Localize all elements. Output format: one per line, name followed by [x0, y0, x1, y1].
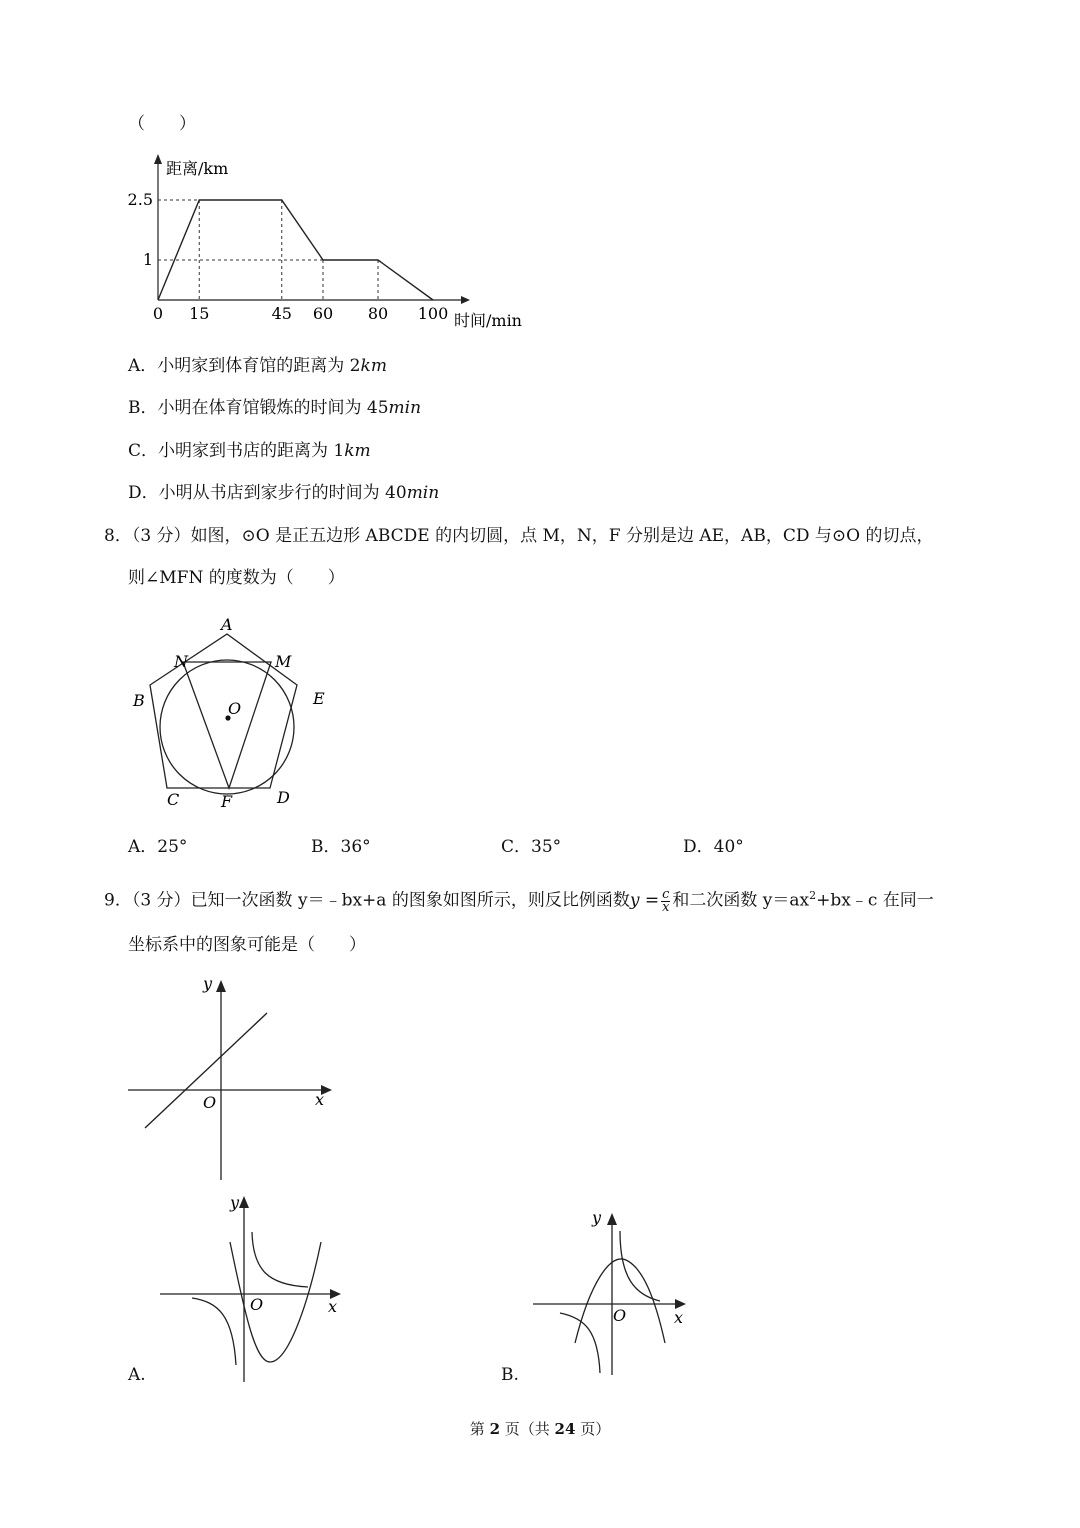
x-tick-label: 15 — [189, 304, 210, 323]
page-total: 24 — [554, 1420, 576, 1438]
q9-option-b-graph — [530, 1203, 700, 1381]
parabola — [575, 1259, 665, 1343]
svg-text:y: y — [230, 1193, 240, 1212]
q8-text: 如图，⊙O 是正五边形 ABCDE 的内切圆，点 M，N，F 分别是边 AE，AB，CD 与⊙O 的切点， — [190, 526, 934, 546]
x-axis-arrow-icon — [461, 296, 470, 304]
q7-option-b[interactable]: B．小明在体育馆锻炼的时间为 45min — [128, 398, 422, 418]
x-tick-label: 100 — [417, 304, 449, 323]
label-c: C — [167, 790, 180, 809]
x-tick-label: 60 — [312, 304, 334, 323]
y-axis-arrow-icon — [154, 154, 162, 164]
label-o: O — [228, 699, 242, 718]
q8-option-c[interactable]: C．35° — [501, 837, 562, 857]
svg-text:O: O — [613, 1306, 627, 1325]
q9-score: （3 分） — [131, 890, 191, 911]
y-tick-label: 2.5 — [127, 190, 153, 209]
q8-option-d[interactable]: D．40° — [683, 837, 744, 857]
label-e: E — [313, 689, 325, 708]
q7-option-d[interactable]: D．小明从书店到家步行的时间为 40min — [128, 483, 440, 503]
q9-number: 9． — [104, 890, 132, 911]
label-m: M — [275, 652, 292, 671]
label-b: B — [133, 691, 145, 710]
q8-pentagon-figure — [125, 612, 340, 812]
q9-linear-function-graph — [125, 972, 340, 1184]
svg-text:x: x — [674, 1308, 684, 1327]
label-n: N — [174, 652, 188, 671]
hyperbola-branch-q3 — [560, 1313, 600, 1373]
hyperbola-branch-q1 — [620, 1231, 660, 1301]
hyperbola-branch-q1 — [252, 1232, 308, 1287]
q8-score: （3 分） — [131, 526, 191, 546]
y-arrow-icon — [216, 980, 226, 992]
x-tick-label: 80 — [367, 304, 389, 323]
q9-stem-line1: 9．（3 分）已知一次函数 y＝﹣bx+a 的图象如图所示，则反比例函数y = $\frac{c}{x}$ 和二次函数 $y=ax^2+bx﹣c$ 在同一 — [104, 886, 934, 915]
q9-option-a-label[interactable]: A. — [128, 1365, 146, 1385]
q7-distance-time-chart — [118, 150, 548, 335]
page-footer: 第 2 页（共 24 页） — [469, 1420, 611, 1438]
x-tick-label: 45 — [271, 304, 292, 323]
q8-number: 8． — [104, 526, 132, 546]
q8-stem-line1 — [104, 526, 933, 546]
fraction-c-over-x: $\frac{c}{x}$ — [662, 886, 670, 915]
svg-text:x: x — [315, 1090, 325, 1109]
y-arrow-icon — [239, 1196, 249, 1208]
x-tick-label: 0 — [152, 304, 164, 323]
q9-stem-line2: 坐标系中的图象可能是（ ） — [128, 935, 366, 955]
svg-text:y: y — [592, 1208, 602, 1227]
q8-option-b[interactable]: B．36° — [311, 837, 371, 857]
label-a: A — [221, 615, 233, 634]
q7-option-c[interactable]: C．小明家到书店的距离为 1km — [128, 441, 371, 461]
label-f: F — [221, 792, 233, 811]
q9-option-b-label[interactable]: B. — [501, 1365, 519, 1385]
svg-text:O: O — [203, 1093, 217, 1112]
x-axis-label: 时间/min — [454, 311, 522, 330]
q7-option-a[interactable]: A．小明家到体育馆的距离为 2km — [128, 356, 387, 376]
q7-answer-blank: （ ） — [128, 114, 196, 134]
y-axis-label: 距离/km — [166, 159, 229, 178]
triangle-mfn — [183, 662, 271, 788]
q8-option-a[interactable]: A．25° — [128, 837, 188, 857]
q8-stem-line2: 则∠MFN 的度数为（ ） — [128, 568, 345, 588]
page-number: 2 — [489, 1420, 500, 1438]
svg-text:O: O — [250, 1295, 264, 1314]
svg-text:x: x — [328, 1297, 338, 1316]
svg-text:y: y — [203, 974, 213, 993]
y-arrow-icon — [607, 1213, 617, 1225]
q9-option-a-graph — [158, 1190, 348, 1385]
hyperbola-branch-q3 — [192, 1298, 236, 1365]
y-tick-label: 1 — [142, 250, 153, 269]
label-d: D — [277, 788, 290, 807]
